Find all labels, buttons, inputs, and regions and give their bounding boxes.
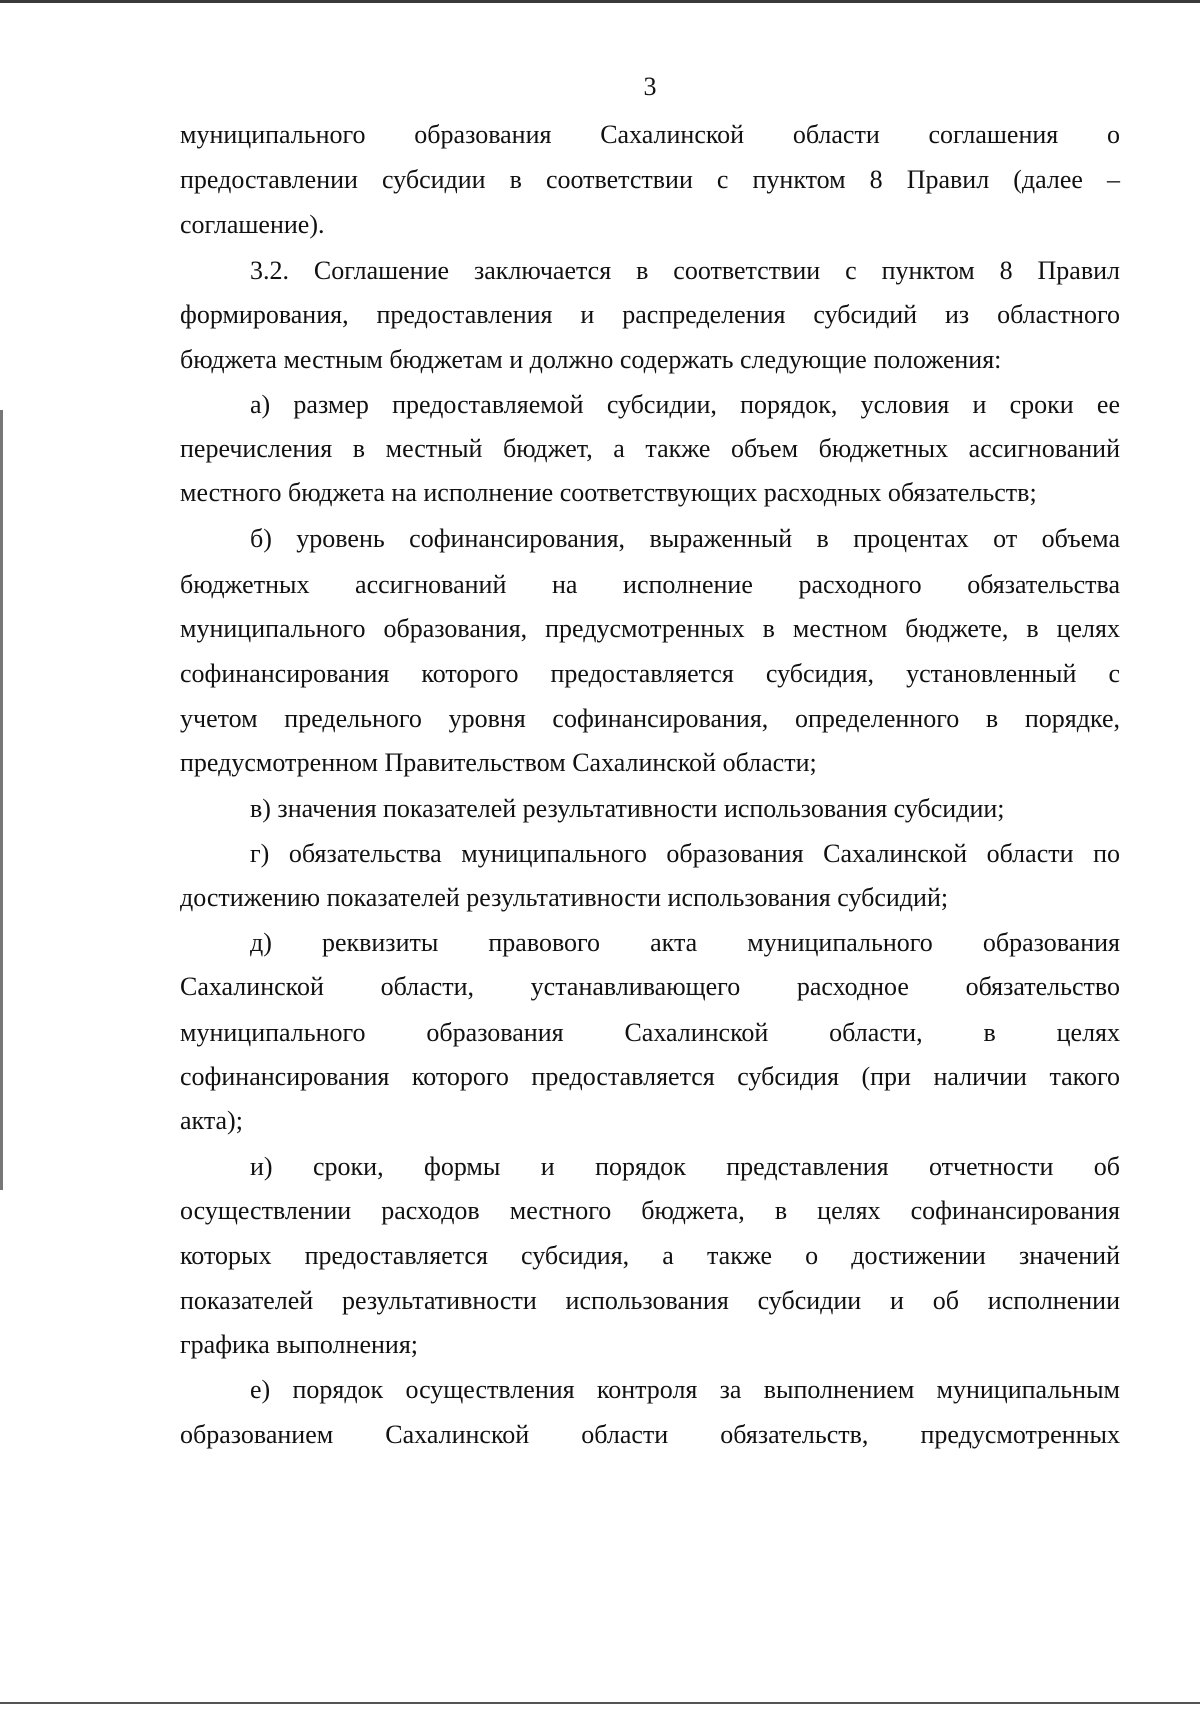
text-line: а) размер предоставляемой субсидии, порядок, условия и сроки ее [250,390,1120,419]
text-line: муниципального образования Сахалинской области соглашения о [180,120,1120,149]
text-line: перечисления в местный бюджет, а также объем бюджетных ассигнований [180,434,1120,463]
page-number: 3 [643,72,657,101]
text-line: акта); [180,1106,243,1135]
text-line: Сахалинской области, устанавливающего расходное обязательство [180,972,1120,1001]
text-line: муниципального образования Сахалинской области, в целях [180,1018,1120,1047]
text-line: муниципального образования, предусмотренных в местном бюджете, в целях [180,614,1120,643]
text-line: местного бюджета на исполнение соответствующих расходных обязательств; [180,478,1037,507]
text-line: софинансирования которого предоставляется субсидия, установленный с [180,659,1120,688]
text-line: и) сроки, формы и порядок представления отчетности об [250,1152,1120,1181]
text-line: в) значения показателей результативности использования субсидии; [250,794,1005,823]
text-line: предусмотренном Правительством Сахалинской области; [180,748,817,777]
text-line: формирования, предоставления и распределения субсидий из областного [180,300,1120,329]
text-line: д) реквизиты правового акта муниципального образования [250,928,1120,957]
text-line: б) уровень софинансирования, выраженный в процентах от объема [250,524,1120,553]
text-line: графика выполнения; [180,1330,418,1359]
text-line: бюджета местным бюджетам и должно содержать следующие положения: [180,345,1002,374]
text-line: е) порядок осуществления контроля за выполнением муниципальным [250,1375,1120,1404]
text-line: предоставлении субсидии в соответствии с пунктом 8 Правил (далее – [180,165,1120,194]
text-line: 3.2. Соглашение заключается в соответствии с пунктом 8 Правил [250,256,1120,285]
text-line: достижению показателей результативности использования субсидий; [180,883,949,912]
text-line: г) обязательства муниципального образования Сахалинской области по [250,839,1120,868]
scan-edge-left [0,410,3,1190]
text-line: образованием Сахалинской области обязательств, предусмотренных [180,1420,1120,1449]
text-line: бюджетных ассигнований на исполнение расходного обязательства [180,570,1120,599]
text-line: показателей результативности использования субсидии и об исполнении [180,1286,1120,1315]
text-line: осуществлении расходов местного бюджета, в целях софинансирования [180,1196,1120,1225]
text-line: соглашение). [180,210,325,239]
scan-edge-top [0,0,1200,3]
scan-edge-bottom [0,1702,1200,1704]
text-line: учетом предельного уровня софинансирования, определенного в порядке, [180,704,1120,733]
text-line: софинансирования которого предоставляется субсидия (при наличии такого [180,1062,1120,1091]
text-line: которых предоставляется субсидия, а также о достижении значений [180,1241,1120,1270]
